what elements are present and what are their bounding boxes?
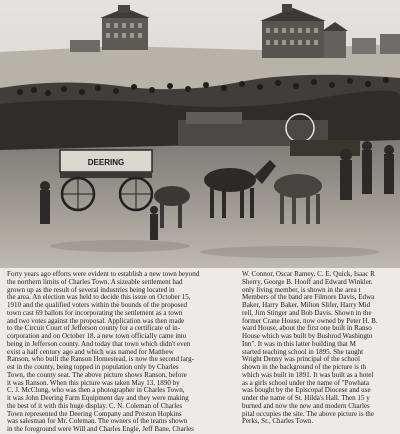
article-line: Wright Denny was principal of the school: [242, 355, 360, 364]
article-line: which was built in 1891. It was built as a hotel: [242, 370, 374, 379]
article-line: as a girls school under the name of "Powhata: [242, 378, 369, 387]
article-line: Town, the county seat. The above picture shows Ranson, before: [7, 370, 187, 379]
article-line: was bought by the Episcopal Diocese and use: [242, 386, 371, 395]
article-line: only living member, is shown in the area t: [242, 285, 361, 294]
article-line: corporation and on October 18, a new town officially came into: [7, 332, 187, 340]
article-line: the northern limits of Charles Town. A sizeable settlement had: [7, 277, 183, 286]
article-line: started teaching school in 1895. She taught: [242, 347, 364, 356]
article-line: Baker, Harry Baker, Milton Slifer, Harry Mid: [242, 301, 371, 309]
article-line: in the foreground were Will and Charles Engle, Jeff Bane, Charles: [7, 425, 194, 433]
article-text: [0, 268, 400, 433]
article-line: under the name of St. Hilda's Hall. Then 15 y: [242, 394, 370, 402]
article-line: House which was built by Bushrod Washingto: [242, 332, 373, 340]
article-line: pital occupies the site. The above picture is the: [242, 409, 374, 418]
article-line: Forty years ago efforts were evident to establish a new town beyond: [7, 270, 200, 278]
article-line: the area. An election was held to decide this issue on October 15,: [7, 293, 191, 302]
article-line: being in Jefferson county. And today that town which didn't even: [7, 339, 191, 348]
article-line: Town represented the Deering Company and Preston Hopkins: [7, 409, 182, 418]
article-line: and two votes against the proposal. Application was then made: [7, 316, 185, 325]
article-line: burned and now the new and modern Charles: [242, 401, 370, 410]
article-line: C. J. McClung, who was then a photographer in Charles Town,: [7, 386, 185, 395]
article-line: Sherry, George B. Hooff and Edward Winkler.: [242, 277, 373, 286]
article-line: est in the county, being topped in population only by Charles: [7, 363, 179, 371]
article-right-column: [242, 271, 400, 426]
article-line: town cast 69 ballots for incorporating the settlement as a town: [7, 308, 183, 317]
article-line: Ranson, who built the Ranson Homestead, is now the second larg-: [7, 355, 194, 364]
article-line: exist a half century ago and which was named for Matthew: [7, 347, 174, 356]
article-line: Perks, Sr., Charles Town.: [242, 417, 314, 426]
article-line: ward House, about the first one built in Ranso: [242, 324, 372, 333]
article-line: rell, Jim Stinger and Bob Davis. Shown in the: [242, 308, 372, 317]
article-line: grown up as the result of several industries being located in: [7, 285, 175, 294]
article-line: was salesman for Mr. Coleman. The owners of the teams shown: [7, 417, 188, 426]
article-line: it was Ranson. When this picture was taken May 13, 1890 by: [7, 378, 180, 387]
article-line: it was John Deering Farm Equipment day and they were making: [7, 394, 189, 402]
article-line: the best of it with this huge display. C. N. Coleman of Charles: [7, 401, 183, 410]
article-line: former Crane House, now owned by Peter H. B.: [242, 316, 378, 325]
article-line: Members of the band are Filmore Davis, Edwa: [242, 293, 375, 302]
article-line: shown in the background of the picture is th: [242, 363, 367, 371]
article-left-column: [7, 271, 229, 434]
photo-wagon-sign: DEERING: [87, 158, 125, 167]
article-line: 1910 and the qualified voters within the bounds of the proposed: [7, 301, 188, 309]
article-line: to the Circuit Court of Jefferson county for a certificate of in-: [7, 324, 181, 333]
article-line: Inn". It was in this latter building that M: [242, 339, 356, 348]
article-line: W. Connor, Oscar Ramey, C. E. Quick, Isaac R: [242, 270, 375, 278]
